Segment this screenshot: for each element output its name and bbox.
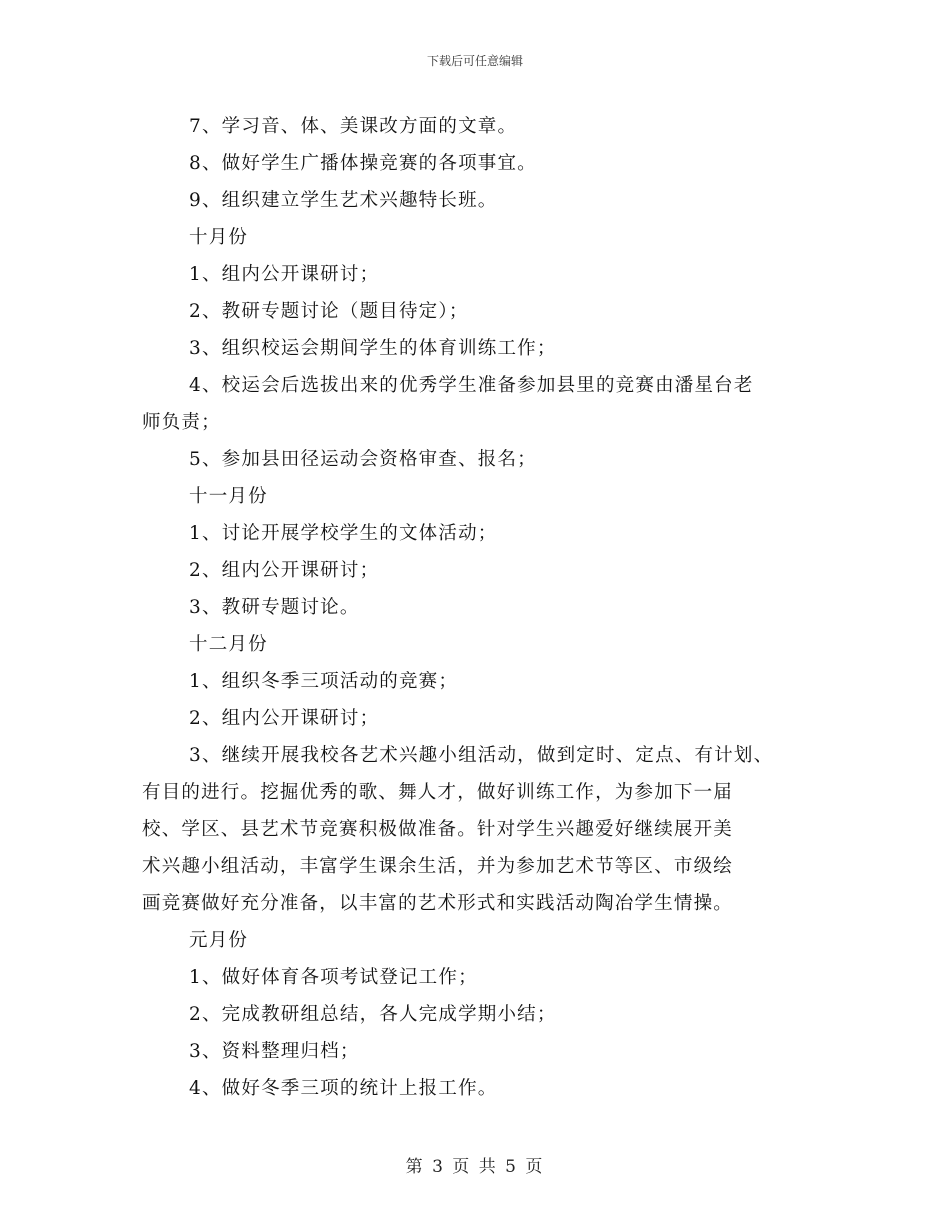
section-heading-january: 元月份 <box>189 930 249 951</box>
text-line: 3、继续开展我校各艺术兴趣小组活动，做到定时、定点、有计划、 <box>189 745 774 766</box>
text-line: 5、参加县田径运动会资格审查、报名； <box>189 449 537 470</box>
text-line: 1、组内公开课研讨； <box>189 264 380 285</box>
text-line: 2、教研专题讨论（题目待定）； <box>189 301 469 322</box>
section-heading-october: 十月份 <box>189 227 249 248</box>
text-line-continuation: 校、学区、县艺术节竞赛积极做准备。针对学生兴趣爱好继续展开美 <box>142 819 734 840</box>
text-line: 8、做好学生广播体操竞赛的各项事宜。 <box>189 153 537 174</box>
text-line: 1、讨论开展学校学生的文体活动； <box>189 523 498 544</box>
text-line: 2、组内公开课研讨； <box>189 560 380 581</box>
page-footer: 第 3 页 共 5 页 <box>405 1157 545 1177</box>
text-line: 1、做好体育各项考试登记工作； <box>189 967 478 988</box>
document-body <box>142 112 826 1111</box>
text-line-continuation: 画竞赛做好充分准备，以丰富的艺术形式和实践活动陶冶学生情操。 <box>142 893 734 914</box>
text-line: 3、教研专题讨论。 <box>189 597 360 618</box>
section-heading-december: 十二月份 <box>189 634 268 655</box>
text-line-continuation: 有目的进行。挖掘优秀的歌、舞人才，做好训练工作，为参加下一届 <box>142 782 734 803</box>
text-line: 1、组织冬季三项活动的竞赛； <box>189 671 459 692</box>
text-line-continuation: 师负责； <box>142 412 221 433</box>
text-line: 2、组内公开课研讨； <box>189 708 380 729</box>
text-line: 4、校运会后选拔出来的优秀学生准备参加县里的竞赛由潘星台老 <box>189 375 754 396</box>
text-line: 4、做好冬季三项的统计上报工作。 <box>189 1078 498 1099</box>
text-line-continuation: 术兴趣小组活动，丰富学生课余生活，并为参加艺术节等区、市级绘 <box>142 856 734 877</box>
text-line: 9、组织建立学生艺术兴趣特长班。 <box>189 190 498 211</box>
page-header: 下载后可任意编辑 <box>426 54 523 68</box>
text-line: 7、学习音、体、美课改方面的文章。 <box>189 116 518 137</box>
text-line: 3、组织校运会期间学生的体育训练工作； <box>189 338 557 359</box>
text-line: 3、资料整理归档； <box>189 1041 360 1062</box>
section-heading-november: 十一月份 <box>189 486 268 507</box>
text-line: 2、完成教研组总结，各人完成学期小结； <box>189 1004 557 1025</box>
